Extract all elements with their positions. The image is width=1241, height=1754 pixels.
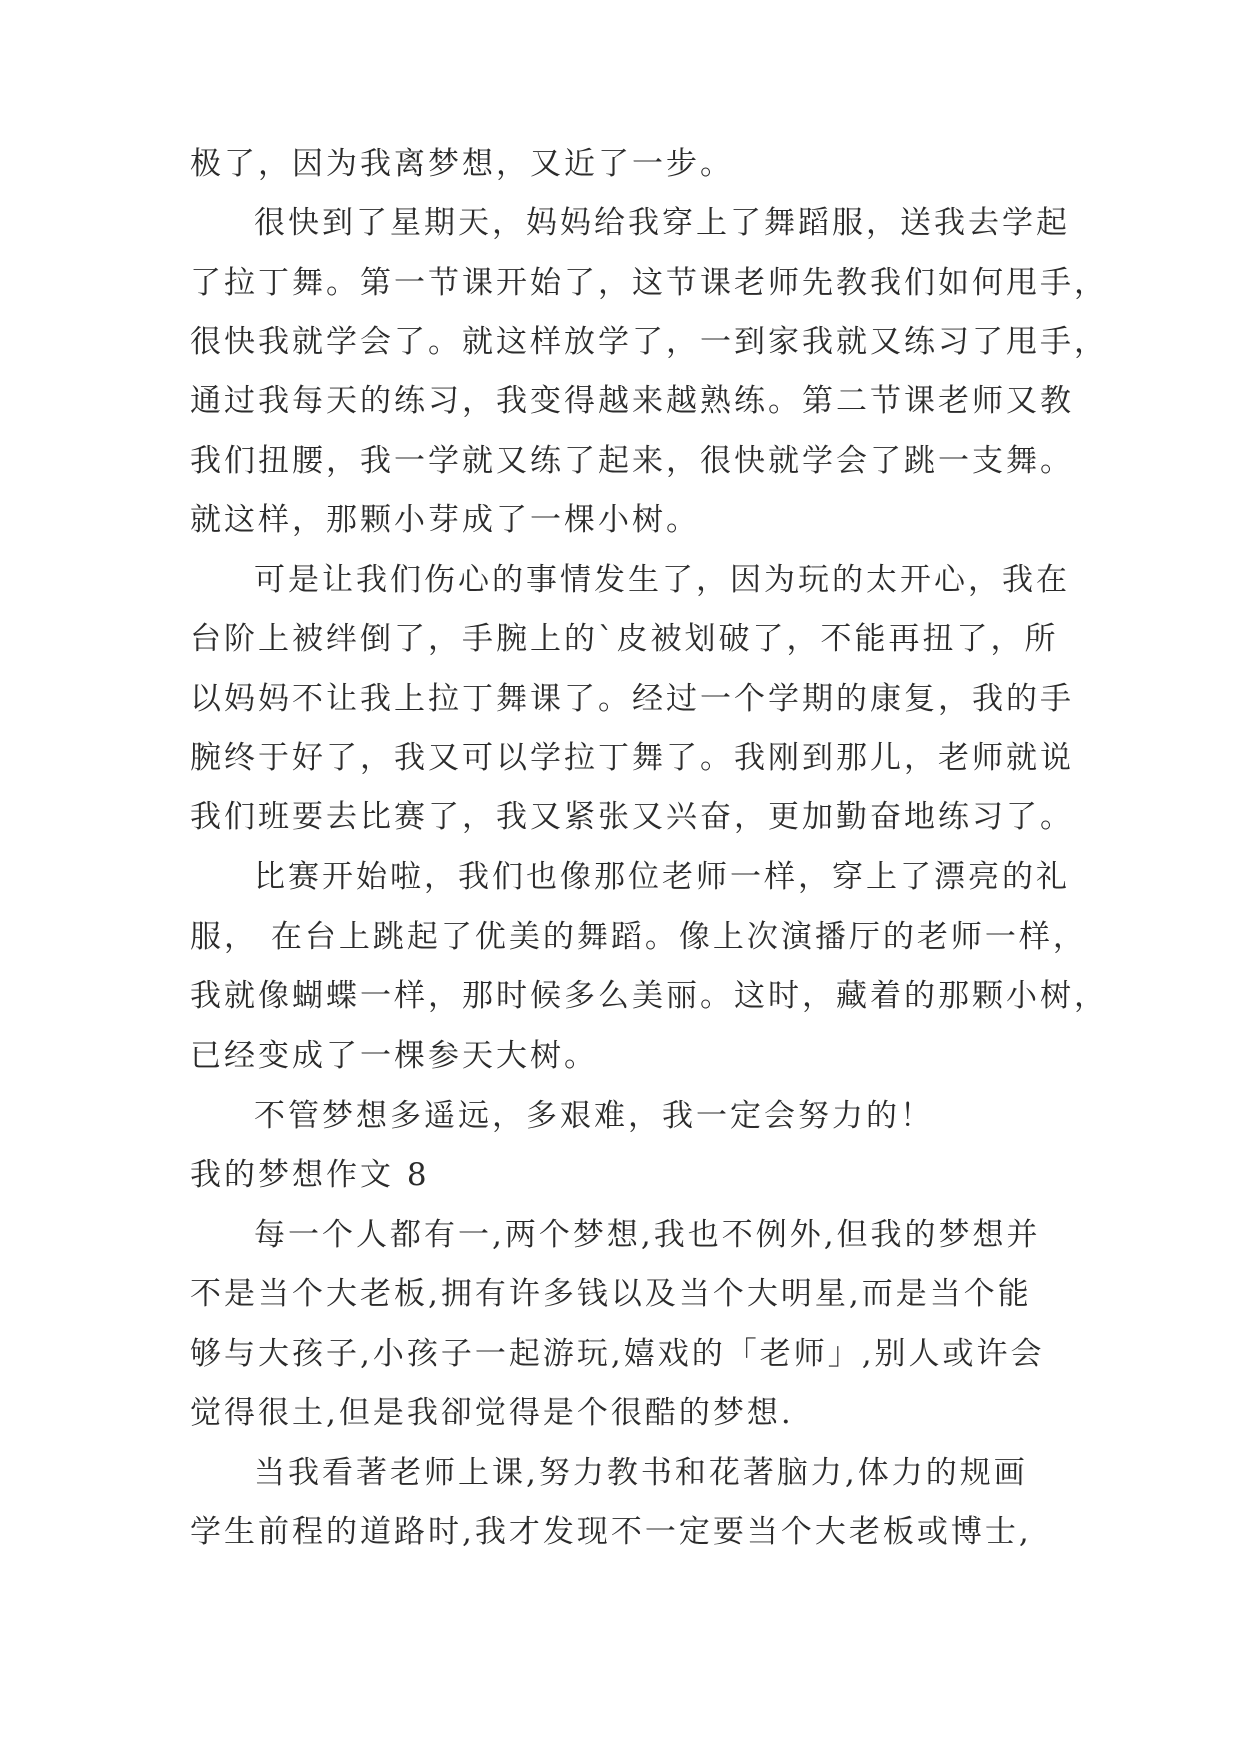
section-heading: 我的梦想作文 8	[190, 1157, 430, 1193]
text-line: 已经变成了一棵参天大树。	[190, 1038, 598, 1074]
text-line: 不管梦想多遥远，多艰难，我一定会努力的！	[254, 1098, 934, 1134]
text-line: 不是当个大老板,拥有许多钱以及当个大明星,而是当个能	[190, 1276, 1032, 1312]
text-line: 我就像蝴蝶一样，那时候多么美丽。这时，藏着的那颗小树，	[190, 978, 1108, 1014]
text-line: 觉得很土,但是我卻觉得是个很酷的梦想.	[190, 1395, 794, 1431]
text-line: 很快我就学会了。就这样放学了，一到家我就又练习了甩手，	[190, 324, 1108, 360]
text-line: 极了，因为我离梦想，又近了一步。	[190, 146, 734, 182]
text-line: 我们扭腰，我一学就又练了起来，很快就学会了跳一支舞。	[190, 443, 1074, 479]
text-line: 服， 在台上跳起了优美的舞蹈。像上次演播厅的老师一样，	[190, 919, 1087, 955]
text-line: 比赛开始啦，我们也像那位老师一样，穿上了漂亮的礼	[254, 859, 1070, 895]
text-line: 够与大孩子,小孩子一起游玩,嬉戏的「老师」,别人或许会	[190, 1336, 1045, 1372]
text-line: 台阶上被绊倒了，手腕上的`皮被划破了，不能再扭了，所	[190, 621, 1059, 657]
text-line: 每一个人都有一,两个梦想,我也不例外,但我的梦想并	[254, 1217, 1041, 1253]
text-line: 以妈妈不让我上拉丁舞课了。经过一个学期的康复，我的手	[190, 681, 1074, 717]
text-line: 我们班要去比赛了，我又紧张又兴奋，更加勤奋地练习了。	[190, 799, 1074, 835]
text-line: 了拉丁舞。第一节课开始了，这节课老师先教我们如何甩手，	[190, 265, 1108, 301]
text-line: 可是让我们伤心的事情发生了，因为玩的太开心，我在	[254, 562, 1070, 598]
text-line: 就这样，那颗小芽成了一棵小树。	[190, 502, 700, 538]
text-line: 学生前程的道路时,我才发现不一定要当个大老板或博士,	[190, 1514, 1032, 1550]
text-line: 当我看著老师上课,努力教书和花著脑力,体力的规画	[254, 1455, 1028, 1491]
text-line: 腕终于好了，我又可以学拉丁舞了。我刚到那儿，老师就说	[190, 740, 1074, 776]
text-line: 很快到了星期天，妈妈给我穿上了舞蹈服，送我去学起	[254, 205, 1070, 241]
text-line: 通过我每天的练习，我变得越来越熟练。第二节课老师又教	[190, 383, 1074, 419]
